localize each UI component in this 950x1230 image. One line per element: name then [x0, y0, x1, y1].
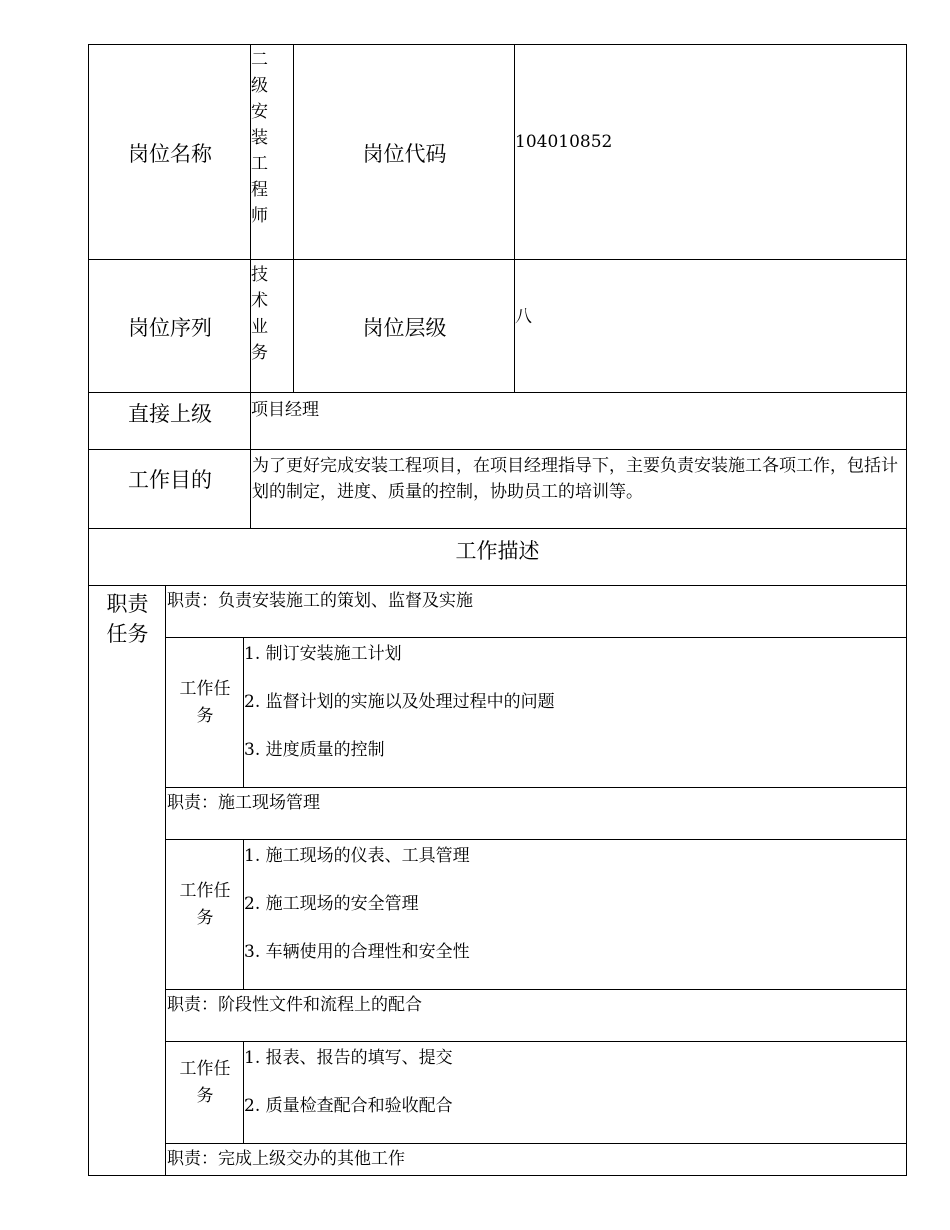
post-level-value: 八 [515, 307, 532, 327]
supervisor-value: 项目经理 [251, 400, 319, 420]
post-code-value: 104010852 [515, 132, 613, 152]
task-item: 2. 质量检查配合和验收配合 [244, 1096, 453, 1116]
post-name-value: 二级安装工程师 [251, 50, 268, 226]
duty-section-label-cell [88, 585, 167, 1176]
task-list-1 [244, 638, 906, 782]
task-label-2 [165, 839, 245, 991]
task-list-2 [244, 840, 906, 984]
post-code-value-cell [514, 44, 907, 261]
task-item: 1. 报表、报告的填写、提交 [244, 1048, 453, 1068]
post-series-value: 技术业务 [251, 265, 268, 363]
task-label-text-3: 工作任务 [179, 1059, 231, 1106]
task-list-3 [244, 1042, 906, 1138]
task-label-text-1: 工作任务 [179, 679, 231, 726]
task-item: 3. 车辆使用的合理性和安全性 [244, 942, 470, 962]
task-list-cell-3 [243, 1041, 907, 1145]
post-series-label: 岗位序列 [88, 259, 252, 394]
task-list-cell-1 [243, 637, 907, 789]
task-item: 2. 施工现场的安全管理 [244, 894, 419, 914]
task-list-cell-2 [243, 839, 907, 991]
task-item: 2. 监督计划的实施以及处理过程中的问题 [244, 692, 555, 712]
post-level-value-cell [514, 259, 907, 394]
work-description-title: 工作描述 [88, 528, 907, 587]
task-label-3 [165, 1041, 245, 1145]
task-item: 1. 制订安装施工计划 [244, 644, 402, 664]
purpose-label: 工作目的 [88, 449, 252, 530]
supervisor-label: 直接上级 [88, 392, 252, 451]
post-code-label: 岗位代码 [293, 44, 516, 261]
duty-title-3: 职责：阶段性文件和流程上的配合 [165, 989, 907, 1043]
purpose-value-cell [250, 449, 907, 530]
duty-title-4: 职责：完成上级交办的其他工作 [165, 1143, 907, 1176]
task-item: 1. 施工现场的仪表、工具管理 [244, 846, 470, 866]
duty-title-2: 职责：施工现场管理 [165, 787, 907, 841]
job-description-table [88, 44, 907, 1176]
post-name-label: 岗位名称 [88, 44, 252, 261]
duty-title-1: 职责：负责安装施工的策划、监督及实施 [165, 585, 907, 639]
task-label-text-2: 工作任务 [179, 881, 231, 928]
task-label-1 [165, 637, 245, 789]
post-level-label: 岗位层级 [293, 259, 516, 394]
post-series-value-cell [250, 259, 295, 394]
task-item: 3. 进度质量的控制 [244, 740, 385, 760]
duty-section-label: 职责任务 [106, 592, 149, 646]
purpose-value: 为了更好完成安装工程项目，在项目经理指导下，主要负责安装施工各项工作，包括计划的制定，进度、质量的控制，协助员工的培训等。 [252, 456, 898, 502]
supervisor-value-cell [250, 392, 907, 451]
post-name-value-cell [250, 44, 295, 261]
